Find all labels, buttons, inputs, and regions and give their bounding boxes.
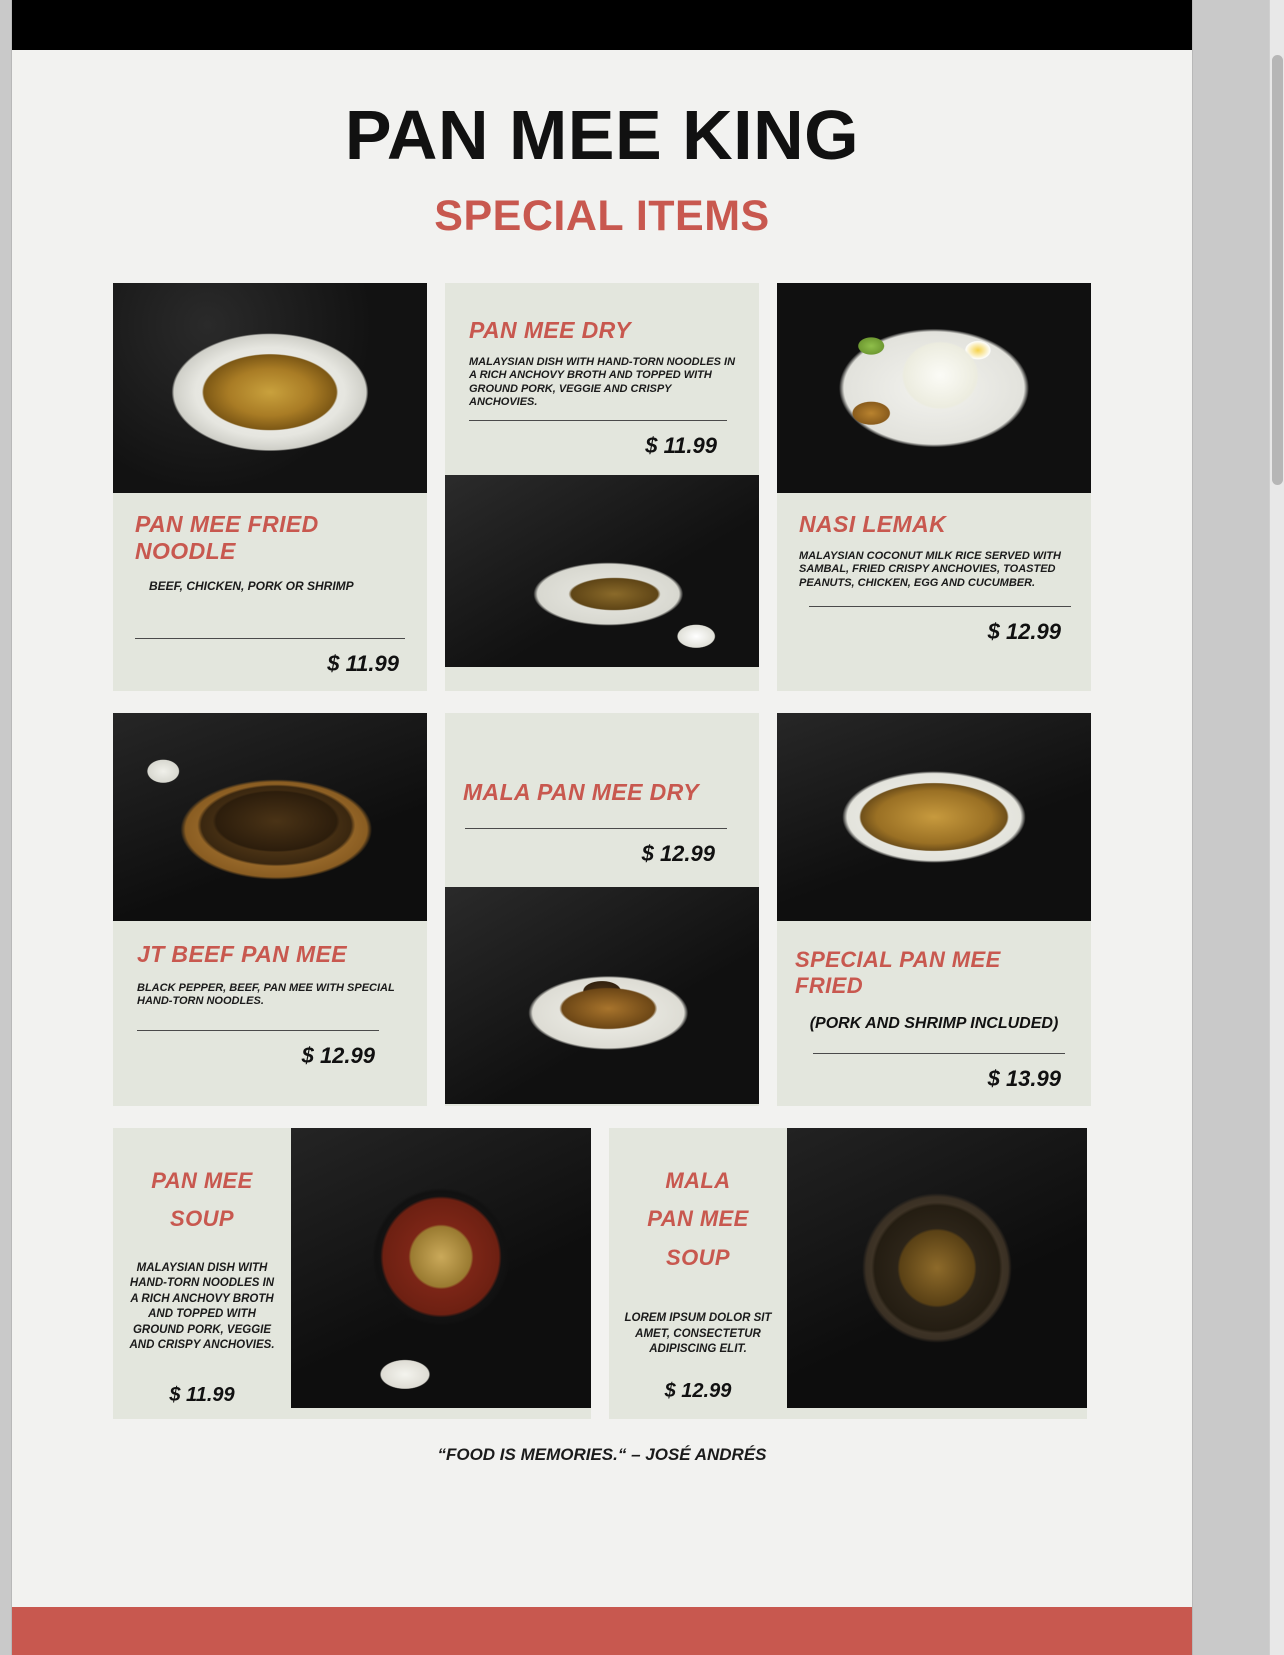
bottom-red-band: [12, 1607, 1192, 1655]
dish-name: NASI LEMAK: [799, 511, 947, 537]
menu-row-3: [113, 1128, 1091, 1419]
dish-description: (PORK AND SHRIMP INCLUDED): [809, 1014, 1059, 1032]
card-body: [113, 493, 427, 612]
menu-row-1: [113, 283, 1091, 691]
dish-price: $ 13.99: [987, 1065, 1061, 1091]
footer-quote: “FOOD IS MEMORIES.“ – JOSÉ ANDRÉS: [437, 1444, 767, 1464]
dish-price: $ 11.99: [327, 650, 399, 676]
mala-pan-mee-dry-photo: [445, 887, 759, 1104]
menu-card-pan-mee-fried-noodle: [113, 283, 427, 691]
card-body: [113, 1128, 291, 1419]
scrollbar-thumb[interactable]: [1272, 55, 1283, 485]
mala-pan-mee-soup-photo: [787, 1128, 1087, 1408]
menu-card-pan-mee-soup: [113, 1128, 591, 1419]
menu-card-pan-mee-dry: [445, 283, 759, 691]
card-body: [445, 283, 759, 475]
card-body: [777, 921, 1091, 1106]
menu-card-nasi-lemak: [777, 283, 1091, 691]
divider: [465, 828, 727, 829]
dish-description: MALAYSIAN DISH WITH HAND-TORN NOODLES IN A RICH ANCHOVY BROTH AND TOPPED WITH GROUND PORK, VEGGIE AND CRISPY ANCHOVIES.: [129, 1261, 275, 1352]
menu-card-jt-beef-pan-mee: [113, 713, 427, 1106]
dish-description: MALAYSIAN DISH WITH HAND-TORN NOODLES IN A RICH ANCHOVY BROTH AND TOPPED WITH GROUND PORK, VEGGIE AND CRISPY ANCHOVIES.: [469, 356, 736, 409]
dish-name-line-1: MALA: [665, 1167, 731, 1193]
dish-description: BEEF, CHICKEN, PORK OR SHRIMP: [149, 579, 354, 593]
menu-grid: [113, 283, 1091, 1419]
page-subtitle: SPECIAL ITEMS: [434, 192, 770, 240]
dish-name: JT BEEF PAN MEE: [137, 940, 348, 967]
fried-noodle-photo: [113, 283, 427, 493]
special-pan-mee-fried-photo: [777, 713, 1091, 921]
nasi-lemak-photo: [777, 283, 1091, 493]
menu-card-special-pan-mee-fried: [777, 713, 1091, 1106]
dish-name: SPECIAL PAN MEE FRIED: [795, 946, 1001, 998]
menu-content: [12, 50, 1192, 1465]
card-body: [445, 713, 759, 887]
dish-description: MALAYSIAN COCONUT MILK RICE SERVED WITH SAMBAL, FRIED CRISPY ANCHOVIES, TOASTED PEANUTS, CHICKEN, EGG AND CUCUMBER.: [799, 550, 1061, 589]
page-scrollbar[interactable]: [1269, 0, 1284, 1655]
dish-price: $ 12.99: [664, 1379, 732, 1402]
menu-card-mala-pan-mee-soup: [609, 1128, 1087, 1419]
menu-card-mala-pan-mee-dry: [445, 713, 759, 1106]
dish-name: PAN MEE FRIED NOODLE: [135, 511, 319, 564]
card-body: [609, 1128, 787, 1419]
dish-price: $ 12.99: [641, 840, 715, 866]
jt-beef-pan-mee-photo: [113, 713, 427, 921]
dish-name: MALA PAN MEE DRY: [463, 778, 699, 805]
dish-price: $ 12.99: [301, 1043, 375, 1069]
dish-description: LOREM IPSUM DOLOR SIT AMET, CONSECTETUR ADIPISCING ELIT.: [624, 1312, 772, 1356]
top-black-band: [12, 0, 1192, 50]
pan-mee-dry-photo: [445, 475, 759, 667]
divider: [135, 638, 405, 639]
dish-price: $ 11.99: [645, 432, 717, 458]
card-body: [113, 921, 427, 1086]
divider: [469, 420, 727, 421]
card-body: [777, 493, 1091, 659]
divider: [813, 1053, 1065, 1054]
dish-price: $ 11.99: [169, 1383, 235, 1406]
dish-name-line-1: PAN MEE: [151, 1167, 253, 1193]
dish-name-line-2: SOUP: [170, 1206, 234, 1232]
dish-name-line-3: SOUP: [666, 1244, 730, 1270]
pan-mee-soup-photo: [291, 1128, 591, 1408]
menu-row-2: [113, 713, 1091, 1106]
divider: [137, 1030, 379, 1031]
divider: [809, 606, 1071, 607]
dish-price: $ 12.99: [987, 619, 1061, 645]
dish-description: BLACK PEPPER, BEEF, PAN MEE WITH SPECIAL HAND-TORN NOODLES.: [137, 981, 395, 1008]
dish-name-line-2: PAN MEE: [647, 1206, 749, 1232]
dish-name: PAN MEE DRY: [469, 317, 632, 343]
menu-page: [12, 0, 1192, 1655]
page-title: PAN MEE KING: [344, 96, 860, 174]
